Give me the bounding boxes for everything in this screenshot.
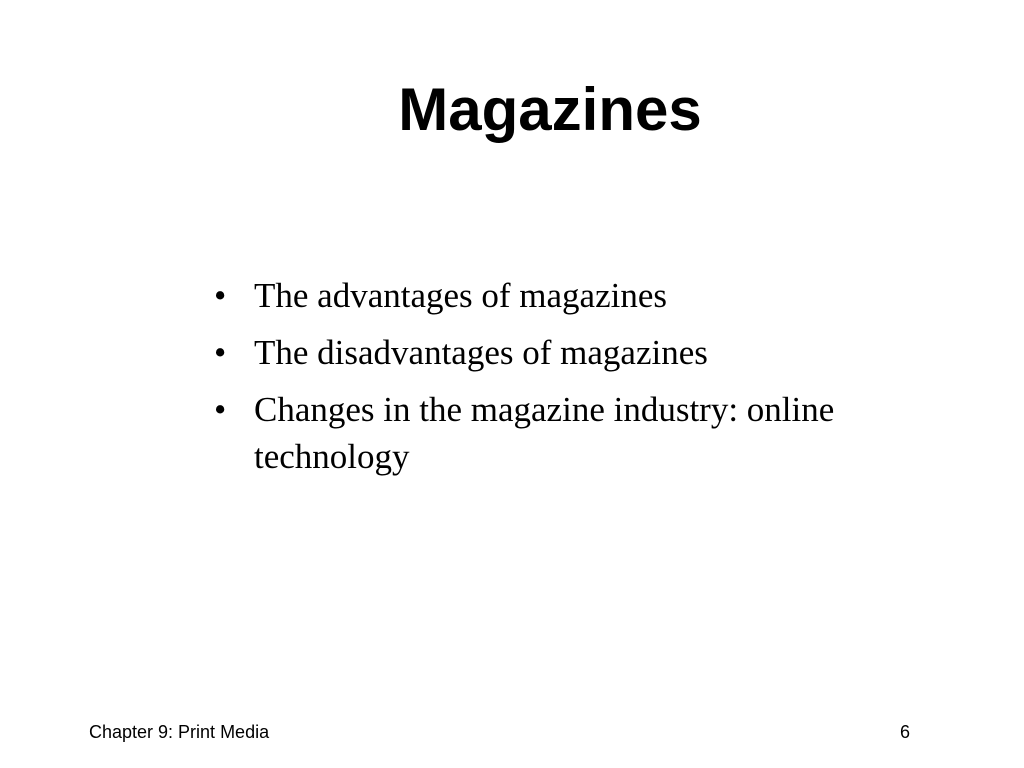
bullet-text: Changes in the magazine industry: online technology	[254, 390, 835, 476]
footer-chapter: Chapter 9: Print Media	[89, 722, 270, 742]
bullet-item	[214, 386, 934, 480]
bullet-item	[214, 272, 934, 319]
slide-title: Magazines	[398, 76, 702, 143]
bullet-text: The disadvantages of magazines	[254, 333, 708, 372]
bullet-item	[214, 329, 934, 376]
bullet-list	[214, 272, 934, 490]
bullet-text: The advantages of magazines	[254, 276, 668, 315]
bullet-marker: •	[214, 276, 227, 315]
bullet-marker: •	[214, 390, 227, 429]
bullet-marker: •	[214, 333, 227, 372]
footer-page-number: 6	[899, 722, 910, 742]
